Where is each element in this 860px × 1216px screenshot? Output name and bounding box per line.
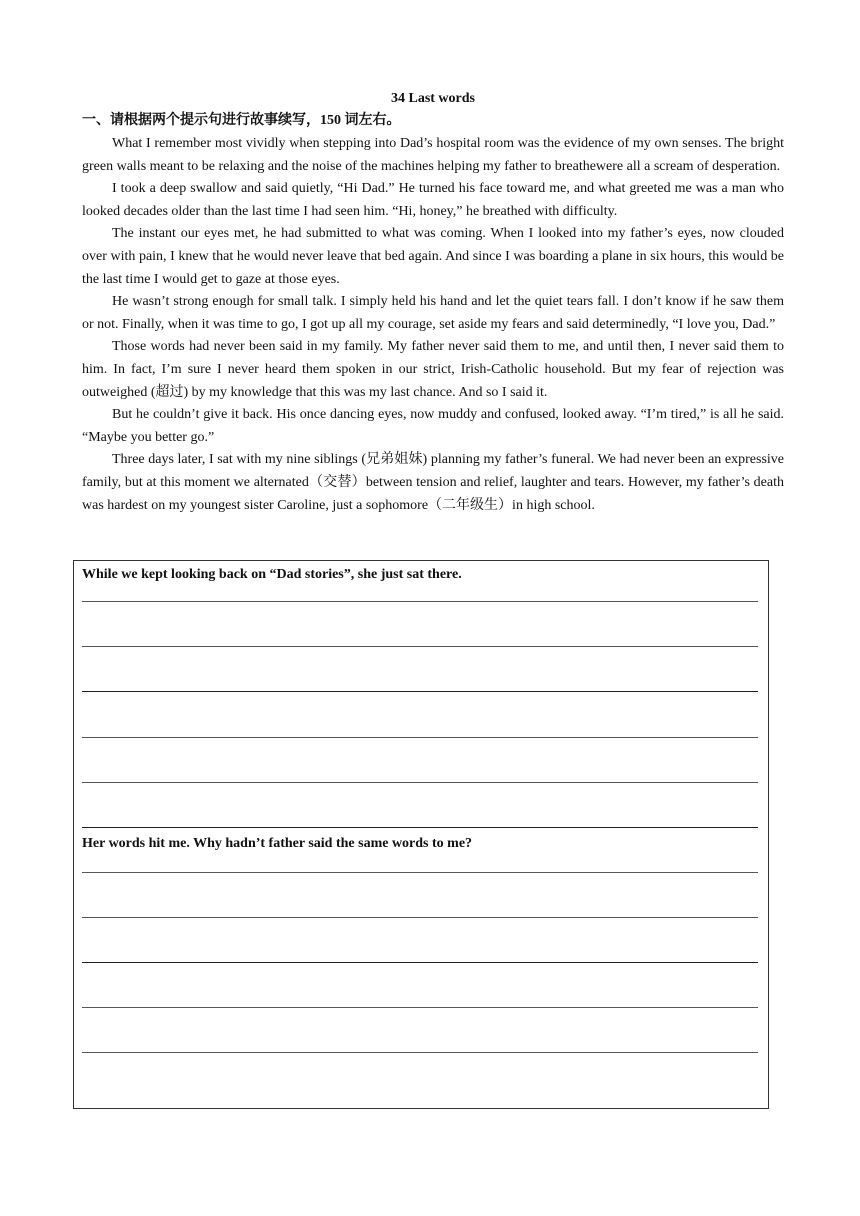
writing-line[interactable] [82,917,758,918]
writing-line[interactable] [82,872,758,873]
writing-line[interactable] [82,1052,758,1053]
writing-line[interactable] [82,782,758,783]
writing-line[interactable] [82,1007,758,1008]
paragraph: I took a deep swallow and said quietly, “Hi Dad.” He turned his face toward me, and what greeted me was a man who looked decades older than the last time I had seen him. “Hi, honey,” he breathed with difficulty. [82,181,784,219]
answer-box [73,560,769,1109]
story-passage [82,133,784,517]
task-instruction: 一、请根据两个提示句进行故事续写，150 词左右。 [82,113,401,128]
writing-line[interactable] [82,601,758,602]
paragraph: But he couldn’t give it back. His once dancing eyes, now muddy and confused, looked away. “I’m tired,” is all he said. “Maybe you better go.” [82,407,784,445]
writing-line[interactable] [82,827,758,828]
continuation-prompt-2: Her words hit me. Why hadn’t father said the same words to me? [82,836,473,851]
writing-line[interactable] [82,646,758,647]
paragraph: The instant our eyes met, he had submitted to what was coming. When I looked into my father’s eyes, now clouded over with pain, I knew that he would never leave that bed again. And since I was boarding a plane in six hours, this would be the last time I would get to gaze at those eyes. [82,226,784,287]
page-title: 34 Last words [390,91,475,106]
writing-line[interactable] [82,691,758,692]
continuation-prompt-1: While we kept looking back on “Dad stories”, she just sat there. [82,567,462,582]
paragraph: He wasn’t strong enough for small talk. I simply held his hand and let the quiet tears fall. I don’t know if he saw them or not. Finally, when it was time to go, I got up all my courage, set aside my fears and said determinedly, “I love you, Dad.” [82,294,784,332]
paragraph: Those words had never been said in my family. My father never said them to me, and until then, I never said them to him. In fact, I’m sure I never heard them spoken in our strict, Irish-Catholic household. But my fear of rejection was outweighed (超过) by my knowledge that this was my last chance. And so I said it. [82,339,784,400]
paragraph: Three days later, I sat with my nine siblings (兄弟姐妹) planning my father’s funeral. We had never been an expressive family, but at this moment we alternated（交替）between tension and relief, laughter and tears. However, my father’s death was hardest on my youngest sister Caroline, just a sophomore（二年级生）in high school. [82,452,784,513]
writing-line[interactable] [82,962,758,963]
writing-line[interactable] [82,737,758,738]
paragraph: What I remember most vividly when stepping into Dad’s hospital room was the evidence of my own senses. The bright green walls meant to be relaxing and the noise of the machines helping my father to breathewere all a scream of desperation. [82,136,784,174]
